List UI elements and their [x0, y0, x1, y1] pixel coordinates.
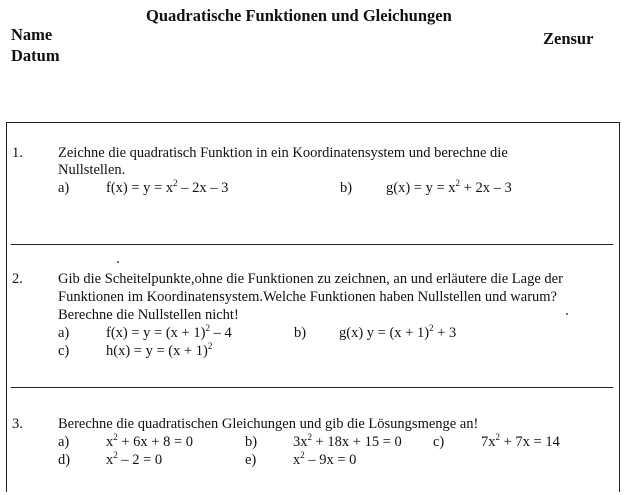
item-label: c) — [433, 434, 445, 450]
item-label: a) — [58, 434, 70, 450]
item-label: c) — [58, 343, 70, 359]
equation: $x^2 + 6x + 8 = 0$ — [106, 432, 194, 450]
datum-label: Datum — [11, 46, 60, 65]
equation: $f(x) = y = (x + 1)^2 - 4$ — [106, 323, 232, 341]
task-text: Zeichne die quadratisch Funktion in ein Koordinatensystem und berechne die — [58, 145, 508, 161]
task-text: Funktionen im Koordinatensystem.Welche Funktionen haben Nullstellen und warum? — [58, 289, 557, 305]
task-text: Nullstellen. — [58, 162, 126, 178]
equation: $x^2 - 2 = 0$ — [106, 450, 163, 468]
task-number: 3. — [12, 416, 23, 432]
equation: $7x^2 + 7x = 14$ — [481, 432, 560, 450]
item-label: b) — [294, 325, 307, 341]
divider-2 — [11, 387, 613, 388]
equation: $g(x) = y = x^2 + 2x - 3$ — [386, 178, 512, 196]
item-label: a) — [58, 325, 70, 341]
task-text: Berechne die quadratischen Gleichungen und gib die Lösungsmenge an! — [58, 416, 479, 432]
item-label: a) — [58, 180, 70, 196]
zensur-label: Zensur — [543, 29, 594, 48]
task-text: Berechne die Nullstellen nicht! — [58, 307, 239, 323]
speck — [117, 261, 119, 263]
equation: $x^2 - 9x = 0$ — [293, 450, 357, 468]
worksheet-title: Quadratische Funktionen und Gleichungen — [146, 6, 452, 25]
speck — [566, 313, 568, 315]
item-label: b) — [340, 180, 353, 196]
task-number: 1. — [12, 145, 23, 161]
equation: $3x^2 + 18x + 15 = 0$ — [293, 432, 402, 450]
equation: $f(x) = y = x^2 - 2x - 3$ — [106, 178, 229, 196]
item-label: b) — [245, 434, 258, 450]
task-number: 2. — [12, 271, 23, 287]
equation: $h(x) = y = (x + 1)^2$ — [106, 341, 213, 359]
name-label: Name — [11, 25, 53, 44]
task-text: Gib die Scheitelpunkte,ohne die Funktionen zu zeichnen, an und erläutere die Lage der — [58, 271, 563, 287]
equation: g(x) $y = (x + 1)^2 + 3$ — [339, 323, 457, 341]
item-label: d) — [58, 452, 71, 468]
divider-1 — [11, 244, 613, 245]
item-label: e) — [245, 452, 257, 468]
